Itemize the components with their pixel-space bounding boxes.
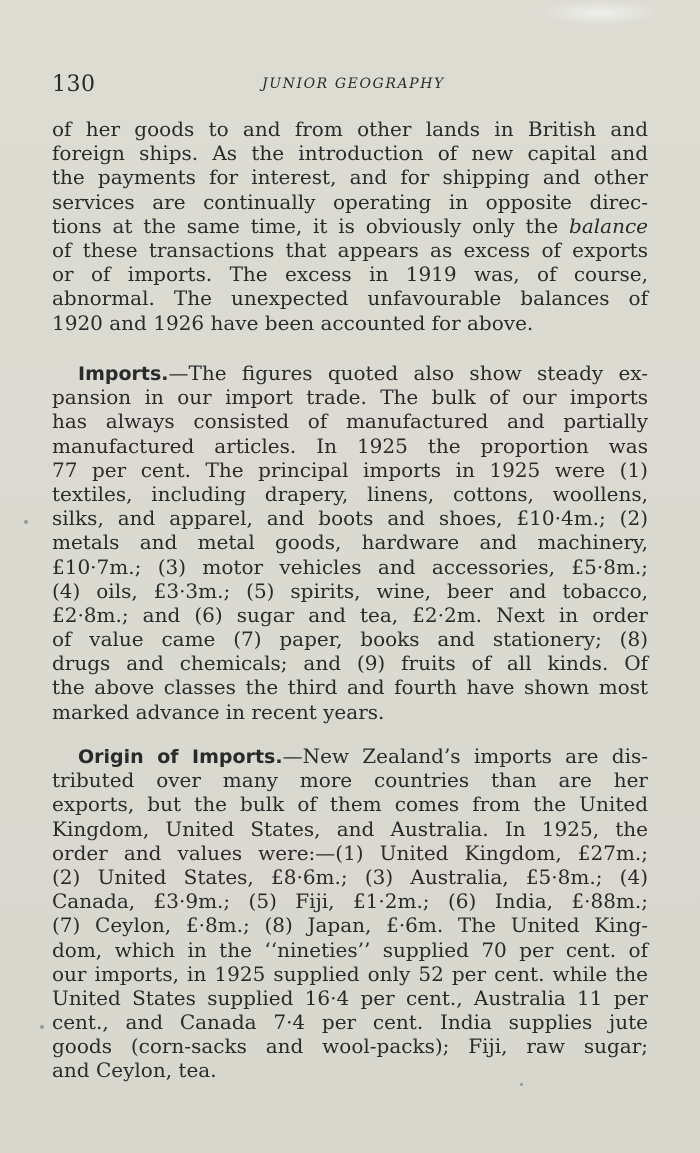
text-line: (2) United States, £8·6m.; (3) Australia, £5·8m.; (4) bbox=[52, 864, 648, 889]
text-line: drugs and chemicals; and (9) fruits of all kinds. Of bbox=[52, 651, 648, 676]
text-line: manufactured articles. In 1925 the proportion was bbox=[52, 433, 648, 458]
text-line: pansion in our import trade. The bulk of our imports bbox=[52, 385, 648, 410]
text-line: £10·7m.; (3) motor vehicles and accessories, £5·8m.; bbox=[52, 554, 648, 579]
text-run: —The figures quoted also show steady ex- bbox=[168, 361, 648, 385]
text-line: United States supplied 16·4 per cent., Australia 11 per bbox=[52, 985, 648, 1010]
text-line: the above classes the third and fourth have shown most bbox=[52, 675, 648, 700]
text-line: Kingdom, United States, and Australia. In 1925, the bbox=[52, 816, 648, 841]
paragraph-imports bbox=[52, 361, 648, 724]
text-line: textiles, including drapery, linens, cottons, woollens, bbox=[52, 481, 648, 506]
text-run: —New Zealand’s imports are dis- bbox=[282, 744, 648, 768]
text-line: Canada, £3·9m.; (5) Fiji, £1·2m.; (6) India, £·88m.; bbox=[52, 889, 648, 914]
text-line: marked advance in recent years. bbox=[52, 699, 385, 724]
text-line: foreign ships. As the introduction of new capital and bbox=[52, 141, 648, 166]
text-line: or of imports. The excess in 1919 was, of course, bbox=[52, 262, 648, 287]
text-line: (4) oils, £3·3m.; (5) spirits, wine, beer and tobacco, bbox=[52, 578, 648, 603]
text-line: 1920 and 1926 have been accounted for above. bbox=[52, 310, 534, 335]
paragraph-origin-of-imports bbox=[52, 744, 648, 1083]
text-line: (7) Ceylon, £·8m.; (8) Japan, £·6m. The United King- bbox=[52, 913, 648, 938]
text-line: dom, which in the ‘‘nineties’’ supplied 70 per cent. of bbox=[52, 937, 648, 962]
section-heading-origin-of-imports: Origin of Imports. bbox=[78, 746, 283, 768]
text-line: 77 per cent. The principal imports in 1925 were (1) bbox=[52, 457, 648, 482]
text-line: of her goods to and from other lands in British and bbox=[52, 117, 648, 141]
emphasis-balance: balance bbox=[569, 213, 648, 238]
text-line: exports, but the bulk of them comes from the United bbox=[52, 792, 648, 817]
page-header bbox=[52, 70, 648, 100]
paper-speck bbox=[40, 1025, 44, 1029]
text-line: tributed over many more countries than are her bbox=[52, 768, 648, 793]
paper-speck bbox=[520, 1083, 523, 1086]
text-line bbox=[52, 214, 648, 238]
running-head: JUNIOR GEOGRAPHY bbox=[262, 76, 445, 92]
text-line: order and values were:—(1) United Kingdom, £27m.; bbox=[52, 840, 648, 865]
text-line: £2·8m.; and (6) sugar and tea, £2·2m. Next in order bbox=[52, 602, 648, 627]
text-line: cent., and Canada 7·4 per cent. India supplies jute bbox=[52, 1010, 648, 1035]
text-line bbox=[52, 744, 648, 768]
text-line bbox=[52, 361, 648, 385]
text-line: has always consisted of manufactured and partially bbox=[52, 409, 648, 434]
text-line: goods (corn-sacks and wool-packs); Fiji, raw sugar; bbox=[52, 1034, 648, 1059]
paper-speck bbox=[24, 520, 28, 524]
text-line: services are continually operating in opposite direc- bbox=[52, 189, 648, 214]
text-line: of value came (7) paper, books and stationery; (8) bbox=[52, 627, 648, 652]
text-line: and Ceylon, tea. bbox=[52, 1058, 217, 1083]
page-corner-shading bbox=[540, 0, 660, 26]
text-line: the payments for interest, and for shipping and other bbox=[52, 165, 648, 190]
text-line: of these transactions that appears as excess of exports bbox=[52, 237, 648, 262]
section-heading-imports: Imports. bbox=[78, 363, 169, 385]
text-line: abnormal. The unexpected unfavourable balances of bbox=[52, 286, 648, 311]
text-line: silks, and apparel, and boots and shoes, £10·4m.; (2) bbox=[52, 506, 648, 531]
text-line: our imports, in 1925 supplied only 52 per cent. while the bbox=[52, 961, 648, 986]
page-number: 130 bbox=[52, 72, 96, 97]
paragraph-balance-of-trade bbox=[52, 117, 648, 335]
text-run: tions at the same time, it is obviously only the bbox=[52, 213, 570, 238]
text-line: metals and metal goods, hardware and machinery, bbox=[52, 530, 648, 555]
